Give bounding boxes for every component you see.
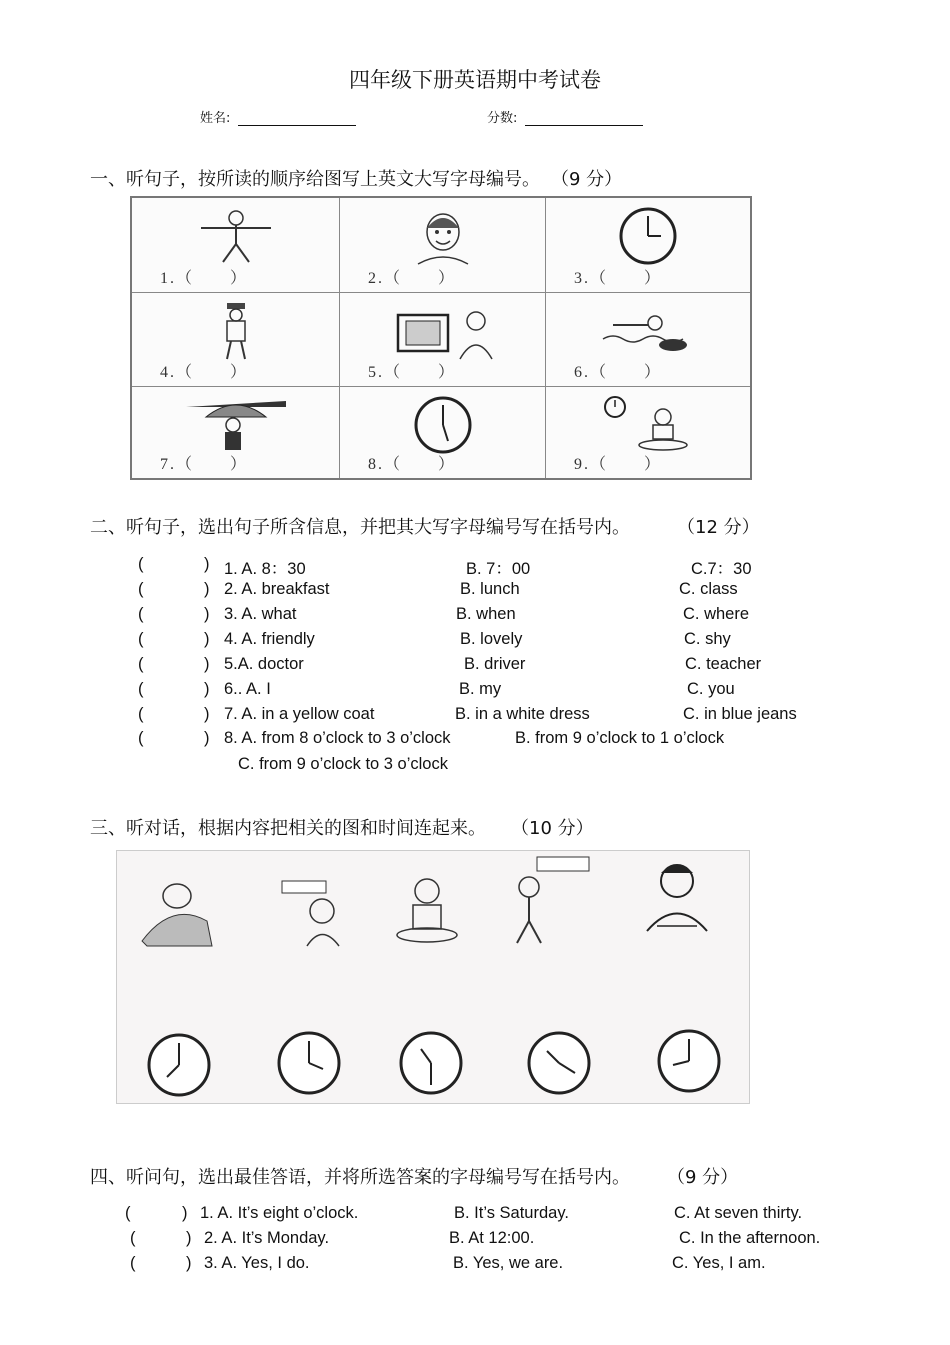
section3-heading bbox=[90, 814, 594, 840]
answer-paren-close: ) bbox=[204, 705, 210, 723]
answer-paren-close: ) bbox=[204, 630, 210, 648]
clock-icon bbox=[593, 206, 703, 266]
option-a: 4. A. friendly bbox=[224, 630, 315, 648]
cell-label: 3.（ ） bbox=[574, 270, 663, 287]
option-a: 7. A. in a yellow coat bbox=[224, 705, 375, 723]
answer-paren-close: ) bbox=[182, 1204, 188, 1222]
cell-label: 4.（ ） bbox=[160, 364, 249, 381]
option-b: B. my bbox=[459, 680, 502, 698]
answer-paren-close: ) bbox=[186, 1229, 192, 1247]
option-c: C.7：30 bbox=[691, 560, 752, 578]
option-a: 1. A. 8：30 bbox=[224, 560, 306, 578]
section3-score: （10 分） bbox=[520, 818, 594, 839]
section1-heading bbox=[90, 165, 622, 191]
answer-paren-open[interactable]: ( bbox=[125, 1204, 131, 1222]
option-c: C. in blue jeans bbox=[683, 705, 797, 723]
clock-icon bbox=[388, 395, 498, 455]
section4-heading bbox=[90, 1163, 738, 1189]
option-c: C. shy bbox=[684, 630, 731, 648]
cell-label: 2.（ ） bbox=[368, 270, 457, 287]
score-blank[interactable] bbox=[525, 111, 643, 126]
score-label: 分数: bbox=[487, 111, 518, 126]
matching-panel bbox=[116, 850, 750, 1104]
option-b: B. driver bbox=[464, 655, 526, 673]
question-row bbox=[0, 1204, 950, 1226]
name-label: 姓名: bbox=[200, 111, 231, 126]
cell-label: 8.（ ） bbox=[368, 456, 457, 473]
option-a: 3. A. what bbox=[224, 605, 297, 623]
option-c: C. Yes, I am. bbox=[672, 1254, 766, 1272]
girl-smiling-icon bbox=[388, 206, 498, 266]
option-c: C. In the afternoon. bbox=[679, 1229, 821, 1247]
score-field[interactable] bbox=[487, 107, 643, 126]
section2-heading bbox=[90, 513, 760, 539]
answer-paren-close: ) bbox=[204, 580, 210, 598]
clock-icon[interactable] bbox=[401, 1033, 461, 1093]
boy-writing-icon[interactable] bbox=[647, 865, 707, 931]
question-row bbox=[0, 705, 950, 727]
clock-icon[interactable] bbox=[529, 1033, 589, 1093]
option-a: 1. A. It’s eight o’clock. bbox=[200, 1204, 359, 1222]
option-a: 2. A. It’s Monday. bbox=[204, 1229, 330, 1247]
option-a: 5.A. doctor bbox=[224, 655, 304, 673]
cell-label: 6.（ ） bbox=[574, 364, 663, 381]
girl-watching-tv-icon bbox=[388, 301, 498, 361]
option-a: 8. A. from 8 o’clock to 3 o’clock bbox=[224, 729, 451, 747]
answer-paren-open[interactable]: ( bbox=[130, 1229, 136, 1247]
option-c: C. At seven thirty. bbox=[674, 1204, 803, 1222]
girl-exercising-icon bbox=[181, 206, 291, 266]
police-officer-icon bbox=[181, 301, 291, 361]
cell-label: 9.（ ） bbox=[574, 456, 663, 473]
section3-title: 三、听对话，根据内容把相关的图和时间连起来。 bbox=[90, 818, 486, 839]
option-c: C. class bbox=[679, 580, 738, 598]
answer-paren-open[interactable]: ( bbox=[138, 729, 144, 747]
section2-score: （12 分） bbox=[686, 517, 760, 538]
section1-picture-grid bbox=[130, 196, 752, 480]
question-row bbox=[0, 680, 950, 702]
grid-cell-3[interactable] bbox=[546, 198, 750, 293]
grid-cell-9[interactable] bbox=[546, 387, 750, 478]
answer-paren-open[interactable]: ( bbox=[138, 680, 144, 698]
answer-paren-close: ) bbox=[186, 1254, 192, 1272]
boy-swimming-icon bbox=[593, 301, 703, 361]
section4-score: （9 分） bbox=[676, 1167, 739, 1188]
page-title: 四年级下册英语期中考试卷 bbox=[349, 68, 601, 92]
question-row bbox=[0, 1229, 950, 1251]
clock-icon[interactable] bbox=[149, 1035, 209, 1095]
answer-paren-open[interactable]: ( bbox=[138, 580, 144, 598]
clock-icon[interactable] bbox=[659, 1031, 719, 1091]
grid-cell-5[interactable] bbox=[340, 293, 546, 387]
question-row bbox=[0, 605, 950, 627]
answer-paren-open[interactable]: ( bbox=[130, 1254, 136, 1272]
answer-paren-close: ) bbox=[204, 655, 210, 673]
option-a: 2. A. breakfast bbox=[224, 580, 330, 598]
option-b: B. lovely bbox=[460, 630, 523, 648]
cell-label: 5.（ ） bbox=[368, 364, 457, 381]
option-b: B. 7：00 bbox=[466, 560, 531, 578]
option-a: 3. A. Yes, I do. bbox=[204, 1254, 310, 1272]
option-b: B. in a white dress bbox=[455, 705, 590, 723]
answer-paren-close: ) bbox=[204, 555, 210, 573]
option-c: C. from 9 o’clock to 3 o’clock bbox=[238, 755, 448, 773]
answer-paren-open[interactable]: ( bbox=[138, 630, 144, 648]
answer-paren-close: ) bbox=[204, 729, 210, 747]
section1-title: 一、听句子，按所读的顺序给图写上英文大写字母编号。 bbox=[90, 169, 540, 190]
answer-paren-open[interactable]: ( bbox=[138, 605, 144, 623]
option-b: B. At 12:00. bbox=[449, 1229, 535, 1247]
grid-cell-4[interactable] bbox=[132, 293, 340, 387]
question-row bbox=[0, 1254, 950, 1276]
answer-paren-close: ) bbox=[204, 605, 210, 623]
grid-cell-8[interactable] bbox=[340, 387, 546, 478]
answer-paren-open[interactable]: ( bbox=[138, 655, 144, 673]
clock-icon[interactable] bbox=[279, 1033, 339, 1093]
question-row bbox=[0, 655, 950, 677]
section1-score: （9 分） bbox=[560, 169, 623, 190]
name-blank[interactable] bbox=[238, 111, 356, 126]
boy-under-umbrella-icon bbox=[181, 395, 291, 455]
section4-title: 四、听问句，选出最佳答语，并将所选答案的字母编号写在括号内。 bbox=[90, 1167, 630, 1188]
question-row bbox=[0, 555, 950, 577]
option-b: B. from 9 o’clock to 1 o’clock bbox=[515, 729, 725, 747]
girl-going-to-school-icon[interactable] bbox=[282, 881, 339, 946]
boy-eating-icon[interactable] bbox=[397, 879, 457, 942]
question-row bbox=[0, 580, 950, 602]
answer-paren-close: ) bbox=[204, 680, 210, 698]
grid-cell-6[interactable] bbox=[546, 293, 750, 387]
option-b: B. when bbox=[456, 605, 516, 623]
option-c: C. where bbox=[683, 605, 750, 623]
grid-cell-1[interactable] bbox=[132, 198, 340, 293]
section2-title: 二、听句子，选出句子所含信息，并把其大写字母编号写在括号内。 bbox=[90, 517, 630, 538]
cell-label: 7.（ ） bbox=[160, 456, 249, 473]
answer-paren-open[interactable]: ( bbox=[138, 555, 144, 573]
option-a: 6.. A. I bbox=[224, 680, 271, 698]
answer-paren-open[interactable]: ( bbox=[138, 705, 144, 723]
boy-eating-clock-icon bbox=[593, 395, 703, 455]
option-b: B. It’s Saturday. bbox=[454, 1204, 569, 1222]
option-c: C. you bbox=[687, 680, 735, 698]
question-row bbox=[0, 630, 950, 652]
grid-cell-7[interactable] bbox=[132, 387, 340, 478]
person-sleeping-icon[interactable] bbox=[142, 884, 212, 946]
name-field[interactable] bbox=[200, 107, 356, 126]
option-c: C. teacher bbox=[685, 655, 762, 673]
cell-label: 1.（ ） bbox=[160, 270, 249, 287]
option-b: B. lunch bbox=[460, 580, 520, 598]
grid-cell-2[interactable] bbox=[340, 198, 546, 293]
option-b: B. Yes, we are. bbox=[453, 1254, 564, 1272]
boy-walking-to-school-icon[interactable] bbox=[517, 857, 589, 943]
question-row bbox=[0, 729, 950, 751]
